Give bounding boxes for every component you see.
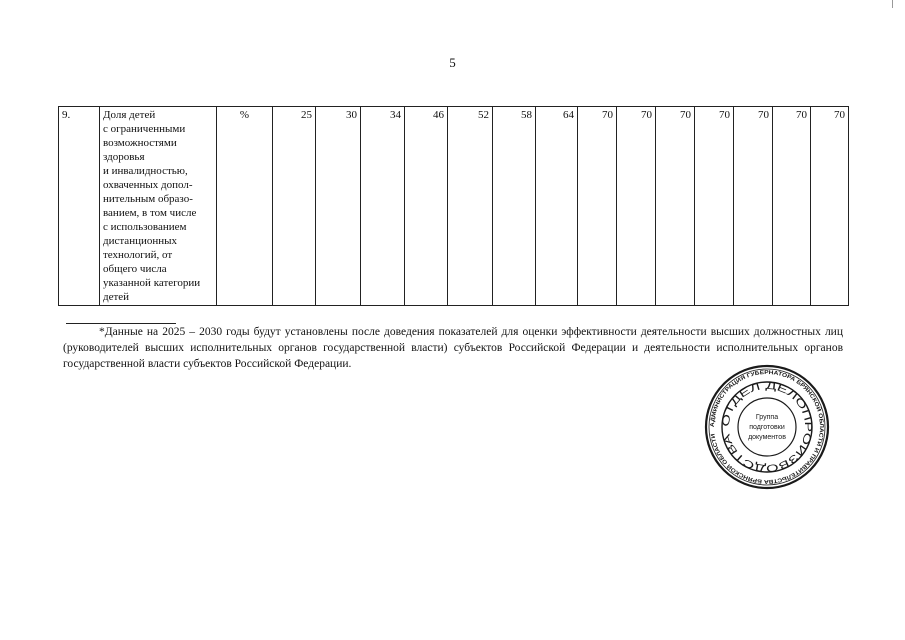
value-cell: 58 (493, 107, 536, 306)
value-cell: 25 (273, 107, 316, 306)
indicator-line: охваченных допол- (103, 179, 193, 191)
indicator-line: детей (103, 291, 130, 303)
indicator-line: Доля детей (103, 109, 156, 121)
row-index: 9. (59, 107, 100, 306)
value-cell: 70 (811, 107, 849, 306)
table-row (59, 107, 849, 306)
page-number: 5 (449, 55, 456, 70)
value-cell: 70 (656, 107, 695, 306)
indicator-table (58, 106, 849, 306)
value-cell: 30 (316, 107, 361, 306)
value-cell: 70 (695, 107, 734, 306)
indicator-line: технологий, от (103, 249, 173, 261)
stamp-center-line: документов (748, 434, 786, 441)
department-stamp (704, 364, 830, 490)
value-cell: 64 (536, 107, 578, 306)
indicator-line: с использованием (103, 221, 187, 233)
stamp-center-line: подготовки (749, 424, 785, 431)
value-cell: 70 (773, 107, 811, 306)
indicator-line: ванием, в том числе (103, 207, 197, 219)
stamp-seal-icon (704, 364, 830, 490)
value-cell: 34 (361, 107, 405, 306)
indicator-line: и инвалидностью, (103, 165, 188, 177)
indicator-line: дистанционных (103, 235, 178, 247)
footnote: *Данные на 2025 – 2030 годы будут установлены после доведения показателей для оценки эффективности деятельности высших должностных лиц (руководителей высших исполнительных органов государственной власти) субъектов Российской Федерации и деятельности исполнительных органов государственной власти субъектов Российской Федерации. (63, 326, 843, 370)
value-cell: 70 (578, 107, 617, 306)
indicator-name (100, 107, 217, 306)
unit-cell: % (217, 107, 273, 306)
value-cell: 70 (734, 107, 773, 306)
indicator-line: нительным образо- (103, 193, 193, 205)
indicator-line: общего числа (103, 263, 167, 275)
value-cell: 46 (405, 107, 448, 306)
stamp-center-line: Группа (755, 414, 779, 421)
stamp-inner-text: ОТДЕЛ ДЕЛОПРОИЗВОДСТВА (720, 380, 814, 474)
indicator-line: указанной категории (103, 277, 201, 289)
indicator-line: здоровья (103, 151, 145, 163)
indicator-line: с ограниченными (103, 123, 186, 135)
value-cell: 52 (448, 107, 493, 306)
stamp-outer-text: АДМИНИСТРАЦИЯ ГУБЕРНАТОРА БРЯНСКОЙ ОБЛАСТИ И ПРАВИТЕЛЬСТВА БРЯНСКОЙ ОБЛАСТИ (709, 369, 825, 485)
scan-corner-mark (892, 0, 893, 8)
indicator-line: возможностями (103, 137, 177, 149)
value-cell: 70 (617, 107, 656, 306)
